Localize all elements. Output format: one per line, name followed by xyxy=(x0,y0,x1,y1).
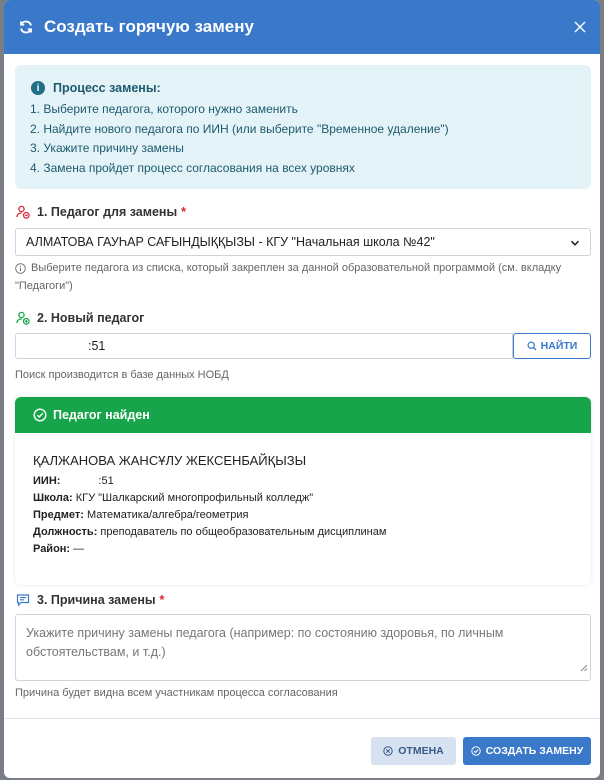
create-replacement-button[interactable]: СОЗДАТЬ ЗАМЕНУ xyxy=(463,737,591,765)
reason-help: Причина будет видна всем участникам процесса согласования xyxy=(15,687,338,699)
check-circle-icon xyxy=(471,746,481,756)
find-button[interactable]: НАЙТИ xyxy=(513,333,591,359)
info-title: i Процесс замены: xyxy=(31,81,573,95)
section-replace-label: 1. Педагог для замены * xyxy=(16,205,186,219)
teacher-select-value: АЛМАТОВА ГАУҺАР САҒЫНДЫҚҚЫЗЫ - КГУ "Начальная школа №42" xyxy=(26,235,435,249)
detail-school: Школа: КГУ "Шалкарский многопрофильный колледж" xyxy=(33,492,314,504)
iin-search-input[interactable]: :51 xyxy=(15,333,513,359)
detail-position: Должность: преподаватель по общеобразовательным дисциплинам xyxy=(33,526,387,538)
modal-title: Создать горячую замену xyxy=(44,17,254,36)
section-reason-label: 3. Причина замены * xyxy=(16,593,164,607)
detail-subject: Предмет: Математика/алгебра/геометрия xyxy=(33,509,249,521)
resize-grip-icon[interactable] xyxy=(580,659,588,678)
info-circle-icon xyxy=(15,263,26,274)
comment-icon xyxy=(16,593,30,607)
info-step: 4. Замена пройдет процесс согласования на всех уровнях xyxy=(30,160,355,175)
teacher-select-help: Выберите педагога из списка, который закреплен за данной образовательной программой (см. вкладку "Педагоги") xyxy=(15,262,562,292)
detail-iin: ИИН: :51 xyxy=(33,475,114,487)
close-icon[interactable] xyxy=(570,17,590,37)
teacher-name: ҚАЛЖАНОВА ЖАНСҰЛУ ЖЕКСЕНБАЙҚЫЗЫ xyxy=(33,453,307,468)
search-icon xyxy=(527,341,537,351)
teacher-found-header: Педагог найден xyxy=(15,397,591,433)
process-info-box xyxy=(15,65,591,189)
detail-district: Район: — xyxy=(33,543,85,555)
modal-footer xyxy=(4,718,600,778)
teacher-found-details xyxy=(15,433,591,558)
modal-header xyxy=(4,0,600,54)
cancel-circle-icon xyxy=(383,746,393,756)
info-step: 2. Найдите нового педагога по ИИН (или выберите "Временное удаление") xyxy=(30,121,449,136)
cancel-button[interactable]: ОТМЕНА xyxy=(371,737,456,765)
reason-textarea[interactable]: Укажите причину замены педагога (например: по состоянию здоровья, по личным обстоятельствам, и т.д.) xyxy=(15,614,591,681)
teacher-select[interactable] xyxy=(15,228,591,256)
info-step: 3. Укажите причину замены xyxy=(30,141,184,155)
user-remove-icon xyxy=(16,205,30,219)
info-icon: i xyxy=(31,81,45,95)
teacher-found-card xyxy=(15,397,591,585)
chevron-down-icon xyxy=(570,237,580,251)
modal-body xyxy=(4,54,600,718)
section-new-teacher-label: 2. Новый педагог xyxy=(16,311,144,325)
sync-icon xyxy=(18,18,36,36)
user-add-icon xyxy=(16,311,30,325)
check-circle-icon xyxy=(33,408,47,422)
info-step: 1. Выберите педагога, которого нужно заменить xyxy=(30,102,298,116)
search-help: Поиск производится в базе данных НОБД xyxy=(15,369,229,381)
hot-replacement-modal xyxy=(4,0,600,778)
